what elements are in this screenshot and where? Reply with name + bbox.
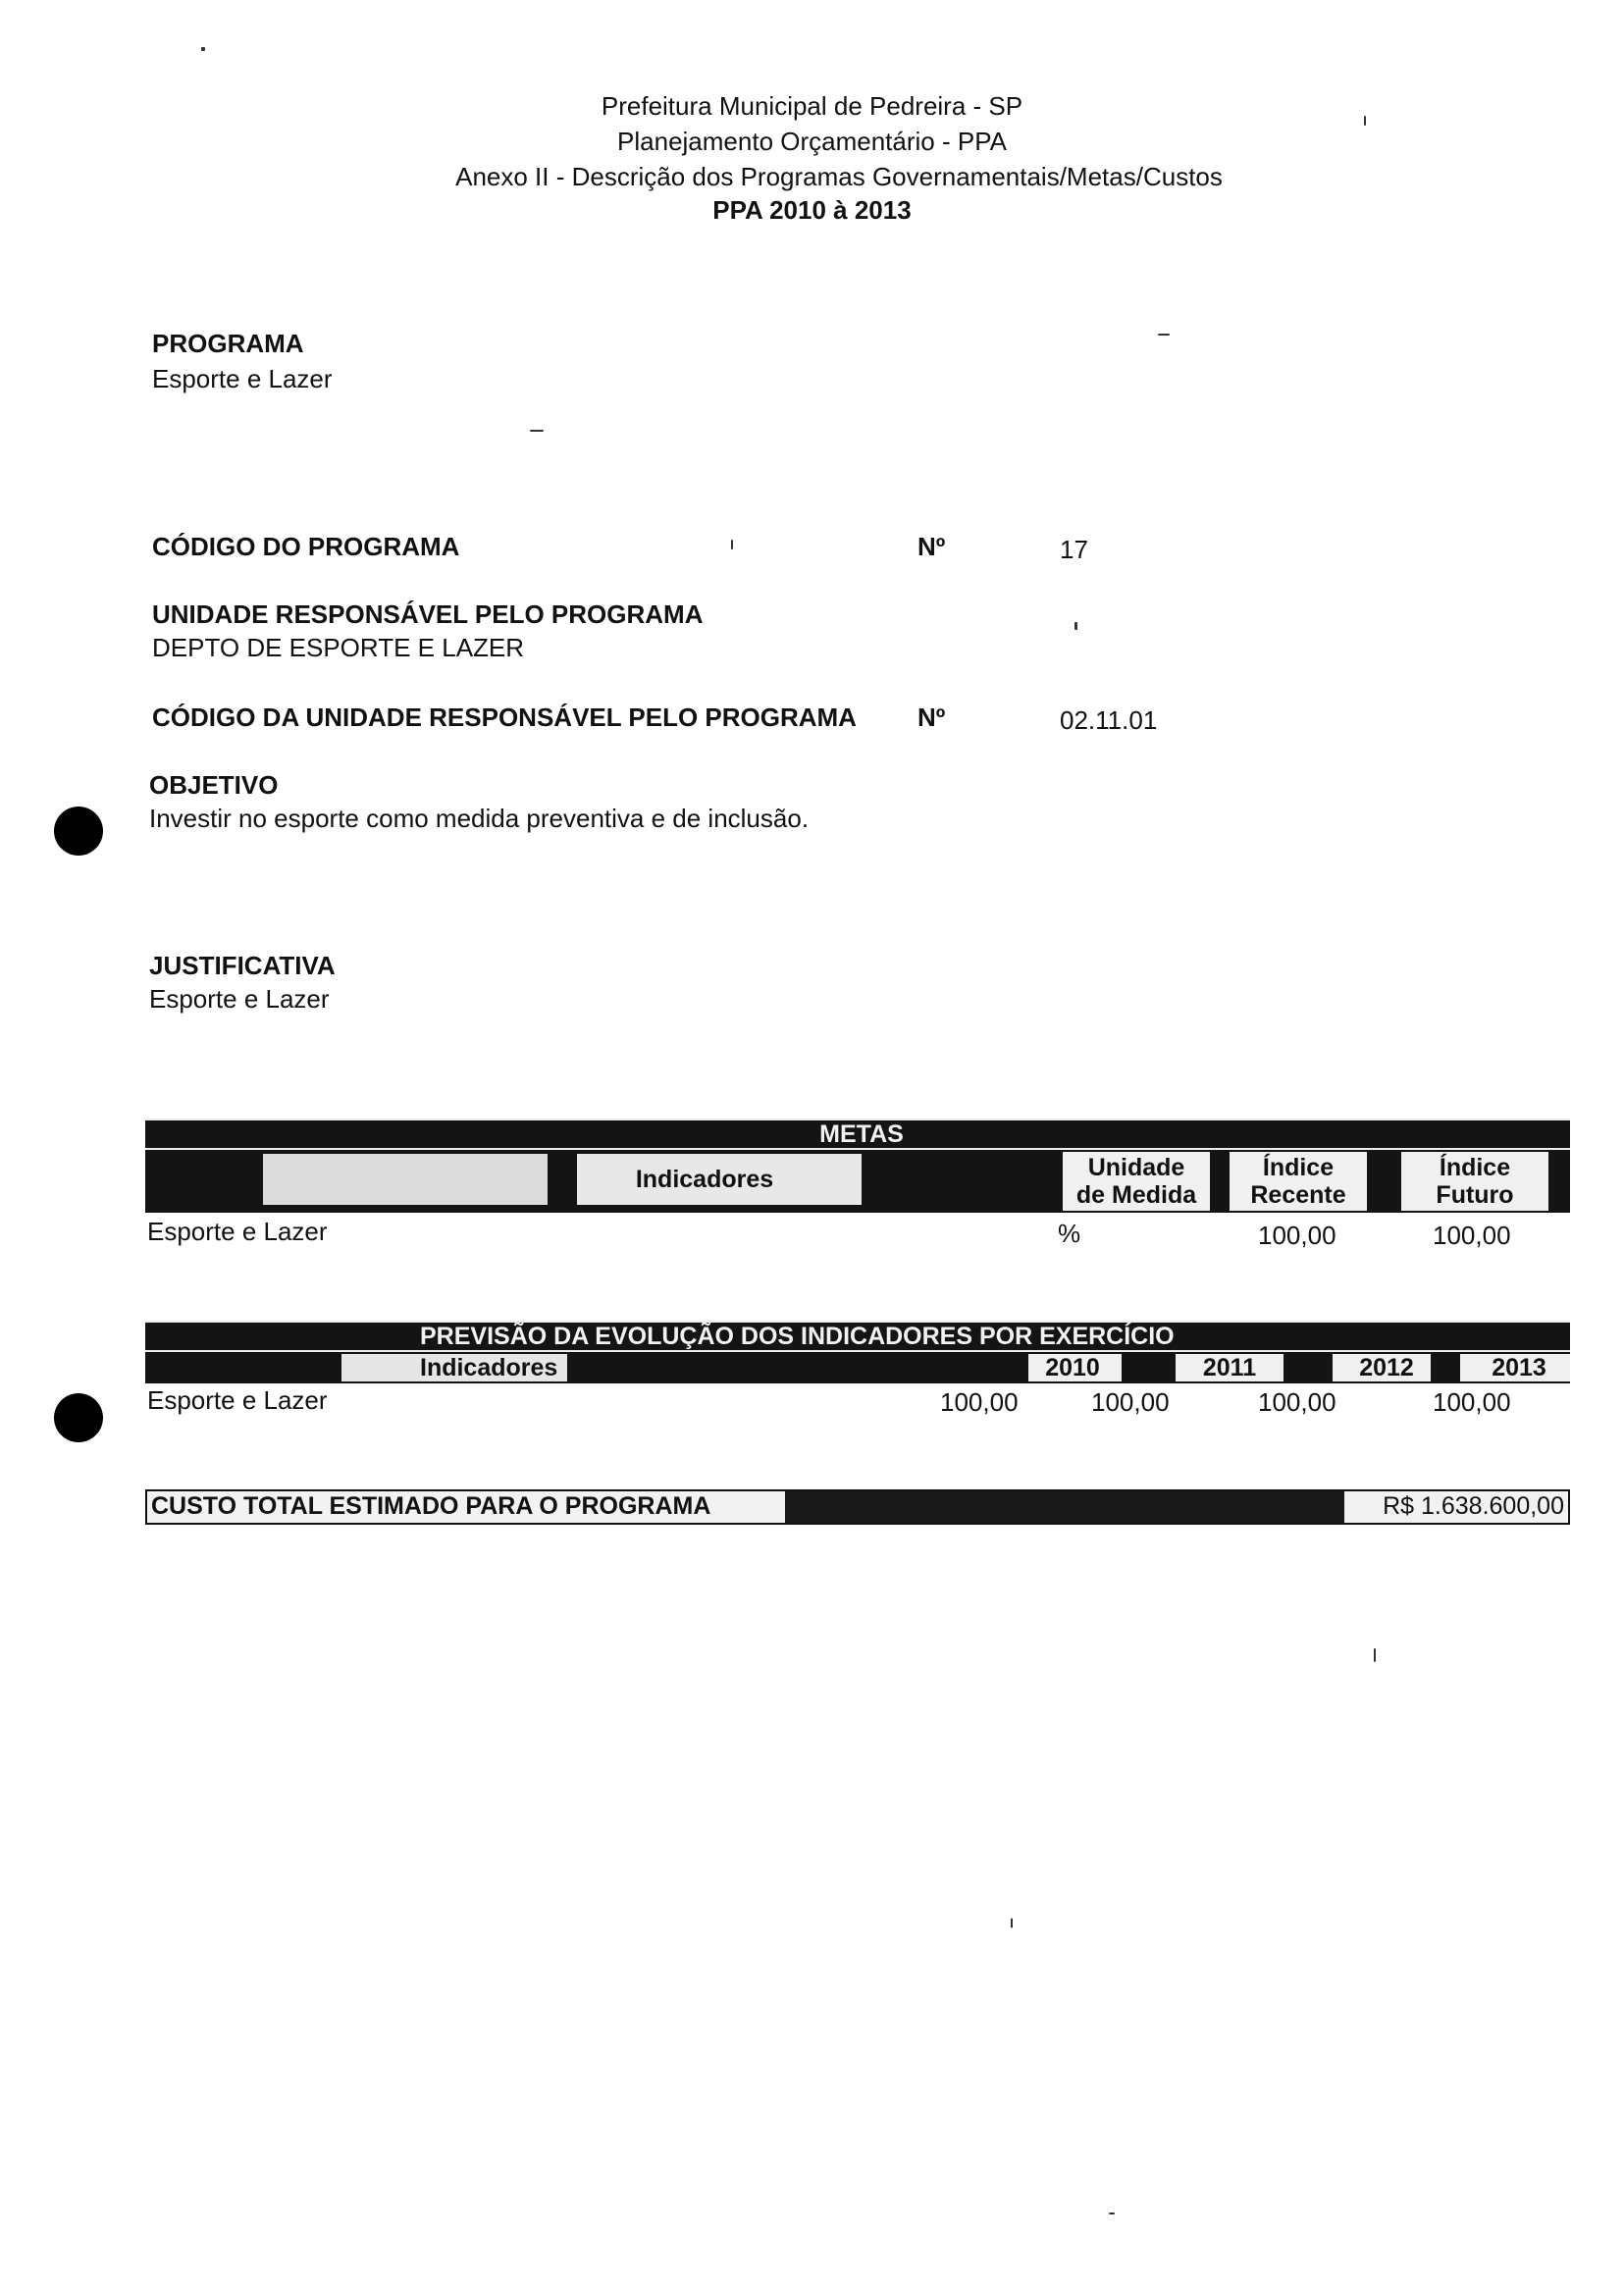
header-line-2: Planejamento Orçamentário - PPA xyxy=(617,127,1007,156)
previsao-col-year: 2012 xyxy=(1359,1354,1414,1381)
previsao-row-value: 100,00 xyxy=(940,1387,1019,1417)
codigo-programa-value: 17 xyxy=(1060,535,1088,564)
unidade-responsavel-value: DEPTO DE ESPORTE E LAZER xyxy=(152,633,525,662)
justificativa-label: JUSTIFICATIVA xyxy=(149,951,336,980)
scan-speck xyxy=(1374,1648,1376,1662)
scan-speck xyxy=(1109,2213,1115,2214)
metas-col-futuro-1: Índice xyxy=(1439,1154,1511,1181)
scan-speck xyxy=(530,430,544,432)
previsao-header xyxy=(145,1321,1570,1383)
previsao-title: PREVISÃO DA EVOLUÇÃO DOS INDICADORES POR EXERCÍCIO xyxy=(420,1323,1175,1350)
unidade-responsavel-label: UNIDADE RESPONSÁVEL PELO PROGRAMA xyxy=(152,599,704,629)
punch-hole xyxy=(54,1393,103,1442)
codigo-unidade-label: CÓDIGO DA UNIDADE RESPONSÁVEL PELO PROGRAMA xyxy=(152,703,857,732)
previsao-row-value: 100,00 xyxy=(1091,1387,1170,1417)
codigo-unidade-value: 02.11.01 xyxy=(1060,705,1158,735)
objetivo-label: OBJETIVO xyxy=(149,770,279,800)
previsao-col-year: 2010 xyxy=(1045,1354,1100,1381)
header-line-3: Anexo II - Descrição dos Programas Governamentais/Metas/Custos xyxy=(455,162,1223,191)
metas-title: METAS xyxy=(819,1120,904,1148)
previsao-row-indicador: Esporte e Lazer xyxy=(147,1385,328,1415)
scan-speck xyxy=(1011,1918,1013,1928)
custo-band xyxy=(145,1489,1570,1525)
metas-col-indicadores: Indicadores xyxy=(635,1166,774,1193)
justificativa-value: Esporte e Lazer xyxy=(149,984,330,1014)
header-line-1: Prefeitura Municipal de Pedreira - SP xyxy=(601,91,1023,121)
metas-row-futuro: 100,00 xyxy=(1433,1221,1511,1250)
custo-label: CUSTO TOTAL ESTIMADO PARA O PROGRAMA xyxy=(151,1492,711,1520)
objetivo-value: Investir no esporte como medida preventiva e de inclusão. xyxy=(149,804,810,833)
scan-speck xyxy=(731,540,733,549)
previsao-row-value: 100,00 xyxy=(1433,1387,1511,1417)
scan-speck xyxy=(1158,334,1170,336)
custo-value: R$ 1.638.600,00 xyxy=(1383,1492,1564,1520)
metas-col-recente-1: Índice xyxy=(1262,1154,1335,1181)
previsao-col-year: 2011 xyxy=(1202,1354,1257,1381)
header-line-4: PPA 2010 à 2013 xyxy=(712,195,912,225)
programa-value: Esporte e Lazer xyxy=(152,364,333,393)
codigo-unidade-no-label: Nº xyxy=(917,703,946,732)
metas-col-recente-2: Recente xyxy=(1250,1181,1346,1209)
metas-row-unidade: % xyxy=(1058,1219,1081,1248)
metas-header xyxy=(145,1119,1570,1213)
metas-col-unidade-1: Unidade xyxy=(1087,1154,1185,1181)
scan-speck xyxy=(1364,116,1366,126)
metas-col-unidade-2: de Medida xyxy=(1075,1181,1197,1209)
previsao-row-value: 100,00 xyxy=(1258,1387,1336,1417)
metas-row-recente: 100,00 xyxy=(1258,1221,1336,1250)
codigo-programa-no-label: Nº xyxy=(917,532,946,561)
punch-hole xyxy=(54,807,103,856)
scan-speck xyxy=(201,47,205,51)
metas-row-indicador: Esporte e Lazer xyxy=(147,1217,328,1246)
scan-speck xyxy=(1074,622,1077,630)
previsao-col-year: 2013 xyxy=(1492,1354,1546,1381)
codigo-programa-label: CÓDIGO DO PROGRAMA xyxy=(152,532,460,561)
programa-label: PROGRAMA xyxy=(152,329,304,358)
metas-col-futuro-2: Futuro xyxy=(1436,1181,1514,1209)
previsao-col-indicadores: Indicadores xyxy=(420,1354,558,1381)
